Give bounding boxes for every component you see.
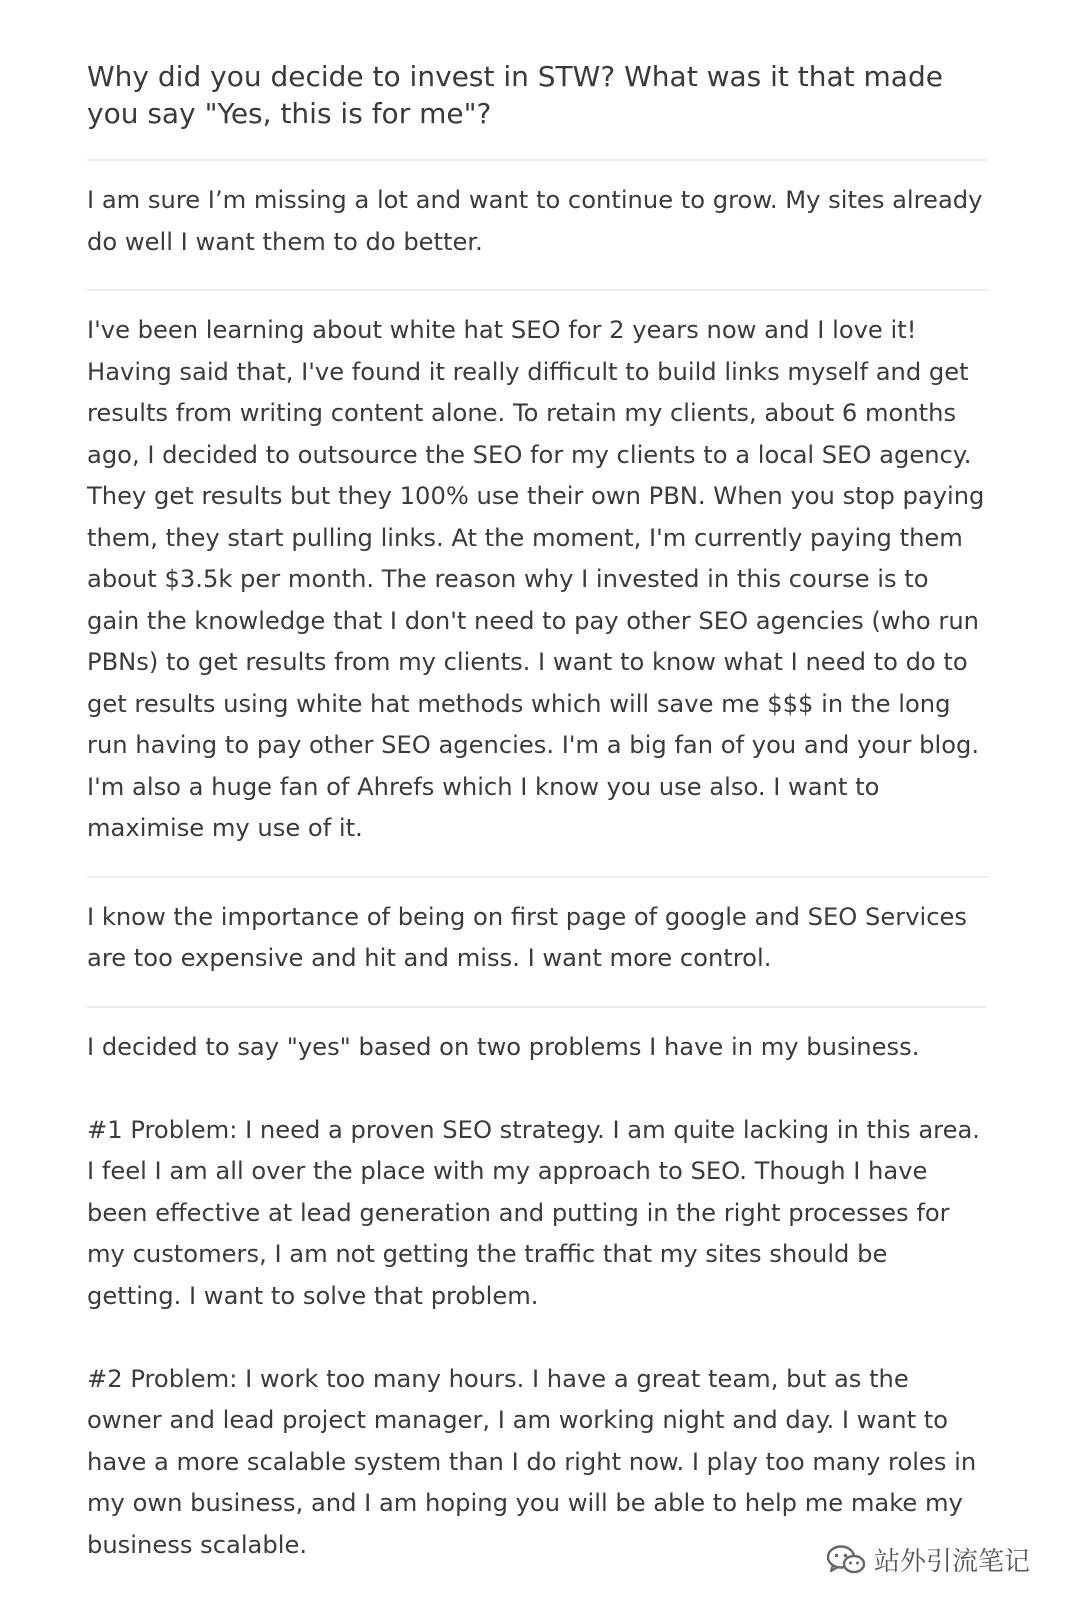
watermark bbox=[826, 1541, 1030, 1578]
response-paragraph: #1 Problem: I need a proven SEO strategy. I am quite lacking in this area. I feel I am all over the place with my approach to SEO. Though I have been effective at lead generation and putting in the right processes for my customers, I am not getting the traffic that my sites should be getting. I want to solve that problem. bbox=[87, 1115, 980, 1310]
response-item bbox=[87, 291, 987, 878]
response-paragraph: #2 Problem: I work too many hours. I have a great team, but as the owner and lead project manager, I am working night and day. I want to have a more scalable system than I do right now. I play too many roles in my own business, and I am hoping you will be able to help me make my business scalable. bbox=[87, 1364, 977, 1559]
response-item bbox=[87, 878, 987, 1008]
watermark-text: 站外引流笔记 bbox=[873, 1547, 1030, 1577]
response-item bbox=[87, 1008, 987, 1593]
response-paragraph: I've been learning about white hat SEO for 2 years now and I love it! Having said that, I've found it really difficult to build links myself and get results from writing content alone. To retain my clients, about 6 months ago, I decided to outsource the SEO for my clients to a local SEO agency. They get results but they 100% use their own PBN. When you stop paying them, they start pulling links. At the moment, I'm currently paying them about $3.5k per month. The reason why I invested in this course is to gain the knowledge that I don't need to pay other SEO agencies (who run PBNs) to get results from my clients. I want to know what I need to do to get results using white hat methods which will save me $$$ in the long run having to pay other SEO agencies. I'm a big fan of you and your blog. I'm also a huge fan of Ahrefs which I know you use also. I want to maximise my use of it. bbox=[87, 316, 985, 842]
response-paragraph: I decided to say "yes" based on two problems I have in my business. bbox=[87, 1032, 920, 1061]
wechat-icon bbox=[826, 1544, 866, 1576]
response-paragraph: I know the importance of being on first page of google and SEO Services are too expensive and hit and miss. I want more control. bbox=[87, 902, 968, 972]
survey-response-panel bbox=[87, 58, 987, 1592]
response-paragraph: I am sure I’m missing a lot and want to continue to grow. My sites already do well I want them to do better. bbox=[87, 186, 983, 256]
response-item bbox=[87, 161, 987, 291]
survey-question: Why did you decide to invest in STW? What was it that made you say "Yes, this is for me"? bbox=[87, 58, 987, 161]
